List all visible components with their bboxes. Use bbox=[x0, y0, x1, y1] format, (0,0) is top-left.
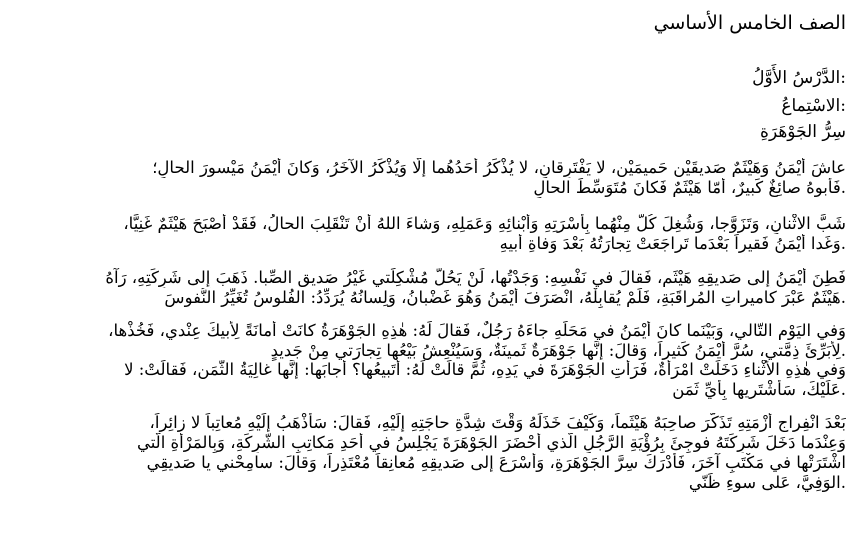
paragraph-line: .لِأُبَرِّئَ ذِمَّتي، سُرَّ أَيْمَنُ كَثيراً، وَقالَ: إِنَّها جَوْهَرَةٌ ثَمينَةٌ، وَسَيُنْعِشُ بَيْعُها تِجارَتي مِنْ جَديدٍ bbox=[270, 341, 846, 360]
paragraph-line: .وَغَدا أَيْمَنُ فَقيراً بَعْدَما تَراجَعَتْ تِجارَتُهُ بَعْدَ وَفاةِ أَبيهِ bbox=[499, 234, 846, 253]
paragraph-line: عاشَ أَيْمَنُ وَهَيْثَمٌ صَديقَيْنِ حَميمَيْنِ، لا يَفْتَرِقانِ، لا يُذْكَرُ أَحَدُهُما إِلّا وَيُذْكَرُ الآخَرُ، وَكانَ أَيْمَنُ مَيْسورَ الحالِ؛ bbox=[152, 158, 846, 177]
story-paragraph-3 bbox=[26, 268, 846, 308]
story-paragraph-1 bbox=[26, 158, 846, 198]
paragraph-line: وَفي هٰذِهِ الأَثْناءِ دَخَلَتْ امْرَأَةٌ، فَرَأَتِ الجَوْهَرَةَ في يَدِهِ، ثُمَّ قالَتْ لَهُ: أَتَبيعُها؟ أَجابَها: إِنَّها غالِيَةُ الثَّمَنِ، فَقالَتْ: لا bbox=[124, 360, 846, 379]
grade-title: الصف الخامس الأساسي bbox=[653, 12, 846, 34]
paragraph-line: شَبَّ الاثْنانِ، وَتَزَوَّجا، وَشُغِلَ كُلٌّ مِنْهُما بِأُسْرَتِهِ وَأَبْنائِهِ وَعَمَلِهِ، وَشاءَ اللهُ أَنْ تَنْقَلِبَ الحالُ، فَقَدْ أَصْبَحَ هَيْثَمٌ غَنِيًّا، bbox=[123, 214, 846, 233]
paragraph-line: .الوَفِيَّ، عَلى سوءِ ظَنّي bbox=[688, 473, 846, 492]
story-paragraph-6 bbox=[26, 413, 846, 493]
paragraph-line: .هَيْثَمٌ عَبْرَ كاميراتِ المُراقَبَةِ، فَلَمْ يُقابِلْهُ، انْصَرَفَ أَيْمَنُ وَهُوَ غَضْبانُ، وَلِسانُهُ يُرَدِّدُ: الفُلوسُ تُغَيِّرُ النُّفوسَ bbox=[164, 288, 846, 307]
paragraph-line: .عَلَيْكَ، سَأَشْتَريها بِأَيِّ ثَمَنٍ bbox=[672, 380, 846, 399]
paragraph-line: فَطِنَ أَيْمَنُ إِلى صَديقِهِ هَيْثَمٍ، فَقالَ في نَفْسِهِ: وَجَدْتُها، لَنْ يَحُلَّ مُشْكِلَتي غَيْرُ صَديقِ الصِّبا. ذَهَبَ إِلى شَرِكَتِهِ، رَآهُ bbox=[105, 268, 846, 287]
paragraph-line: وَفي اليَوْمِ التّالي، وَبَيْنَما كانَ أَيْمَنُ في مَحَلِّهِ جاءَهُ رَجُلٌ، فَقالَ لَهُ: هٰذِهِ الجَوْهَرَةُ كانَتْ أَمانَةً لِأَبيكَ عِنْدي، فَخُذْها، bbox=[108, 321, 846, 340]
story-paragraph-5 bbox=[26, 360, 846, 400]
story-paragraph-4 bbox=[26, 321, 846, 361]
lesson-number-heading: :الدَّرْسُ الأَوَّلُ bbox=[752, 68, 846, 88]
story-paragraph-2 bbox=[26, 214, 846, 254]
paragraph-line: .فَأَبوهُ صائِغٌ كَبيرٌ، أَمّا هَيْثَمٌ فَكانَ مُتَوَسِّطَ الحالِ bbox=[533, 178, 846, 197]
paragraph-line: وَعِنْدَما دَخَلَ شَرِكَتَهُ فوجِئَ بِرُؤْيَةِ الرَّجُلِ الَّذي أَحْضَرَ الجَوْهَرَةَ يَجْلِسُ في أَحَدِ مَكاتِبِ الشَّرِكَةِ، وَبِالمَرْأَةِ الَّتي bbox=[136, 433, 846, 452]
paragraph-line: بَعْدَ انْفِراجِ أَزْمَتِهِ تَذَكَّرَ صاحِبَهُ هَيْثَماً، وَكَيْفَ خَذَلَهُ وَقْتَ شِدَّةِ حاجَتِهِ إِلَيْهِ، فَقالَ: سَأَذْهَبُ إِلَيْهِ مُعاتِباً لا زائِراً، bbox=[149, 413, 846, 432]
lesson-type-heading: :الاسْتِماعُ bbox=[781, 96, 846, 116]
story-title-heading: سِرُّ الجَوْهَرَةِ bbox=[760, 122, 846, 142]
paragraph-line: اشْتَرَتْها في مَكْتَبٍ آخَرَ، فَأَدْرَكَ سِرَّ الجَوْهَرَةِ، وَأَسْرَعَ إِلى صَديقِهِ مُعانِقاً مُعْتَذِراً، وَقالَ: سامِحْني يا صَديقِي bbox=[146, 453, 846, 472]
